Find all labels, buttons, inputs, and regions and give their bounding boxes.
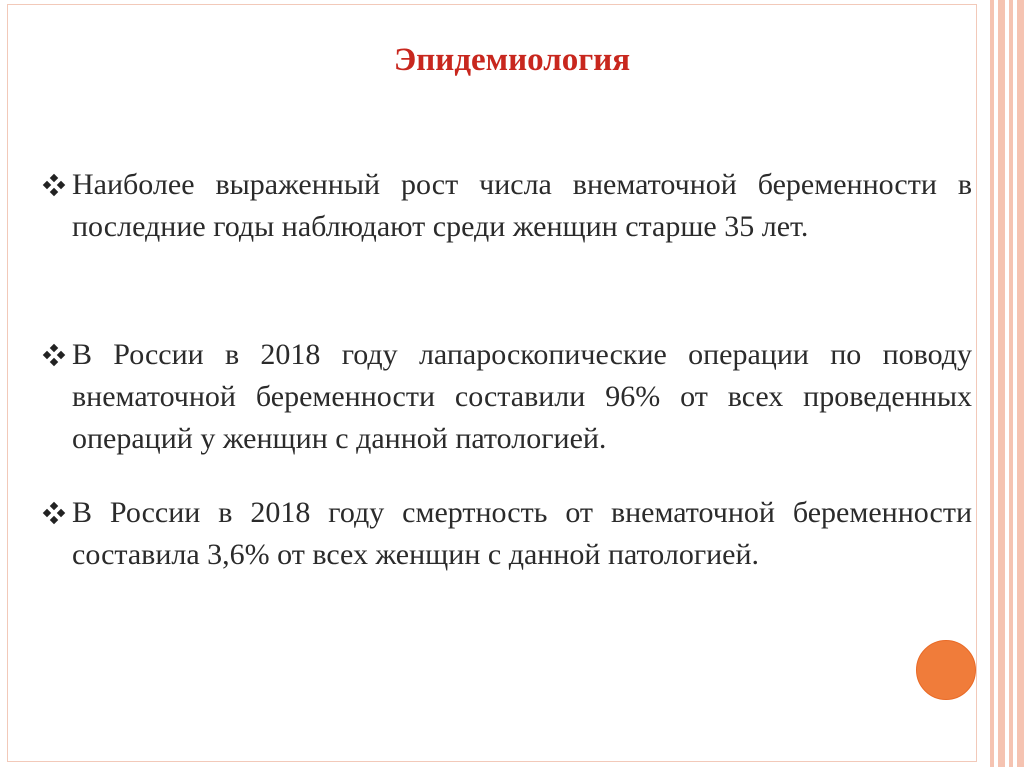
stripe: [1009, 0, 1013, 767]
stripe: [998, 0, 1005, 767]
diamond-dots-icon: [42, 343, 66, 367]
decorative-circle: [916, 640, 976, 700]
slide-title: Эпидемиология: [393, 42, 631, 78]
diamond-dots-icon: [42, 173, 66, 197]
bullet-item: [36, 492, 972, 576]
bullet-item: [36, 334, 972, 460]
stripe: [1017, 0, 1024, 767]
decorative-stripes: [984, 0, 1024, 767]
bullet-item: [36, 164, 972, 248]
bullet-text: В России в 2018 году лапароскопические операции по поводу внематочной беременности составили 96% от всех проведенных операций у женщин с данной патологией.: [72, 338, 972, 455]
bullet-text: Наиболее выраженный рост числа внематочной беременности в последние годы наблюдают среди женщин старше 35 лет.: [72, 168, 972, 243]
stripe: [990, 0, 994, 767]
diamond-dots-icon: [42, 501, 66, 525]
bullet-list: [36, 164, 972, 576]
bullet-text: В России в 2018 году смертность от внематочной беременности составила 3,6% от всех женщин с данной патологией.: [72, 496, 972, 571]
